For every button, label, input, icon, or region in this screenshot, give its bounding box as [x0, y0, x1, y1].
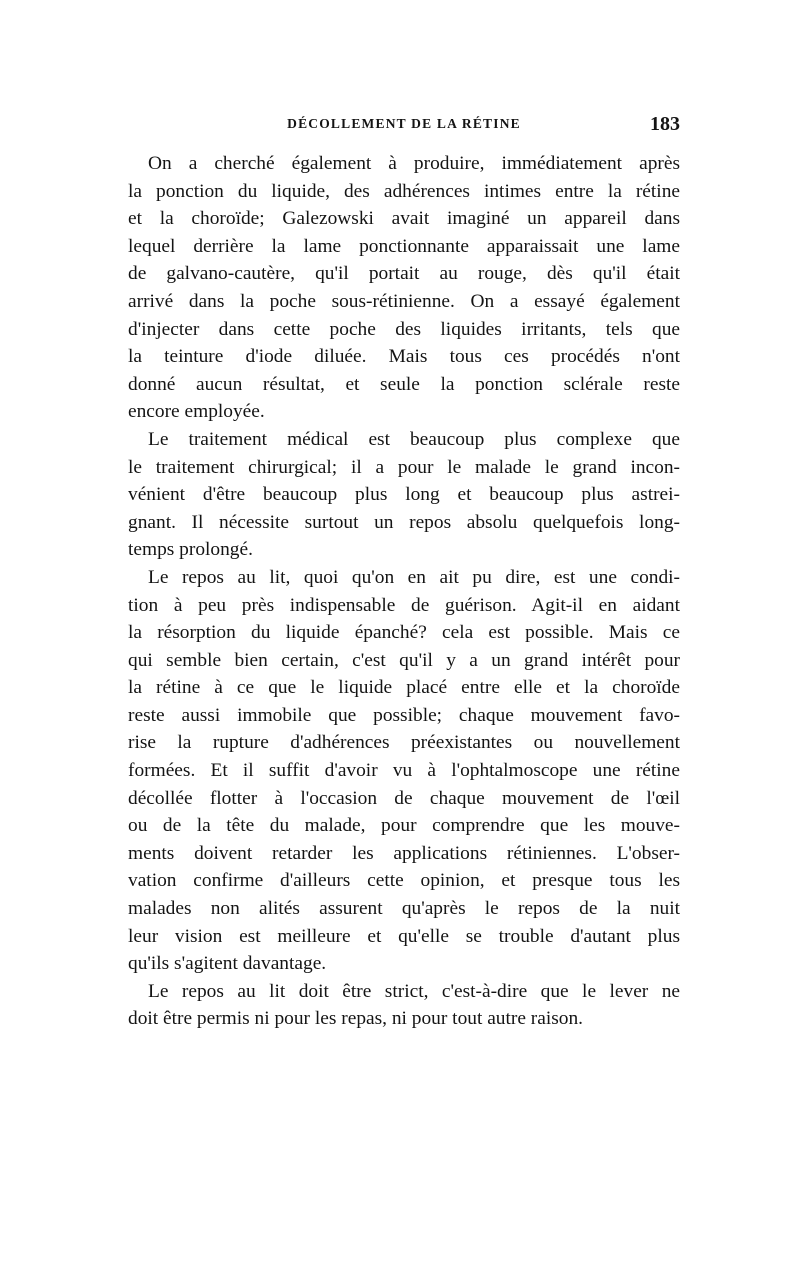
running-title: DÉCOLLEMENT DE LA RÉTINE: [287, 116, 521, 131]
text-line: formées. Et il suffit d'avoir vu à l'ophtalmoscope une rétine: [128, 760, 680, 782]
text-line: tion à peu près indispensable de guérison. Agit-il en aidant: [128, 594, 680, 616]
text-line: qui semble bien certain, c'est qu'il y a un grand intérêt pour: [128, 649, 680, 671]
text-line: Le repos au lit, quoi qu'on en ait pu dire, est une condi-: [148, 566, 680, 588]
text-line: la ponction du liquide, des adhérences intimes entre la rétine: [128, 180, 680, 202]
text-line: le traitement chirurgical; il a pour le malade le grand incon-: [128, 456, 680, 478]
text-line: de galvano-cautère, qu'il portait au rouge, dès qu'il était: [128, 263, 680, 285]
text-line: et la choroïde; Galezowski avait imaginé un appareil dans: [128, 208, 680, 230]
page-number: 183: [650, 113, 680, 135]
text-line: lequel derrière la lame ponctionnante apparaissait une lame: [128, 235, 680, 257]
text-line: leur vision est meilleure et qu'elle se trouble d'autant plus: [128, 925, 680, 947]
text-line: d'injecter dans cette poche des liquides irritants, tels que: [128, 318, 680, 340]
running-head: [128, 113, 680, 140]
text-line: malades non alités assurent qu'après le repos de la nuit: [128, 898, 680, 920]
text-line: ou de la tête du malade, pour comprendre que les mouve-: [128, 815, 680, 837]
text-line: qu'ils s'agitent davantage.: [128, 953, 327, 975]
text-line: vation confirme d'ailleurs cette opinion, et presque tous les: [128, 870, 680, 892]
text-line: décollée flotter à l'occasion de chaque mouvement de l'œil: [128, 787, 680, 809]
body-text: [128, 150, 680, 1033]
text-line: la résorption du liquide épanché? cela est possible. Mais ce: [128, 622, 680, 644]
text-line: gnant. Il nécessite surtout un repos absolu quelquefois long-: [128, 511, 680, 533]
text-line: Le repos au lit doit être strict, c'est-à-dire que le lever ne: [148, 980, 680, 1002]
text-line: temps prolongé.: [128, 539, 253, 561]
text-line: doit être permis ni pour les repas, ni pour tout autre raison.: [128, 1008, 584, 1030]
text-line: la teinture d'iode diluée. Mais tous ces procédés n'ont: [128, 346, 680, 368]
text-line: Le traitement médical est beaucoup plus complexe que: [148, 428, 680, 450]
text-line: ments doivent retarder les applications rétiniennes. L'obser-: [128, 842, 680, 864]
text-line: reste aussi immobile que possible; chaque mouvement favo-: [128, 704, 680, 726]
text-line: donné aucun résultat, et seule la ponction sclérale reste: [128, 373, 680, 395]
text-line: vénient d'être beaucoup plus long et beaucoup plus astrei-: [128, 484, 680, 506]
text-line: la rétine à ce que le liquide placé entre elle et la choroïde: [128, 677, 680, 699]
text-line: arrivé dans la poche sous-rétinienne. On a essayé également: [128, 290, 680, 312]
text-line: On a cherché également à produire, immédiatement après: [148, 153, 680, 174]
text-line: encore employée.: [128, 401, 265, 423]
text-line: rise la rupture d'adhérences préexistantes ou nouvellement: [128, 732, 680, 754]
